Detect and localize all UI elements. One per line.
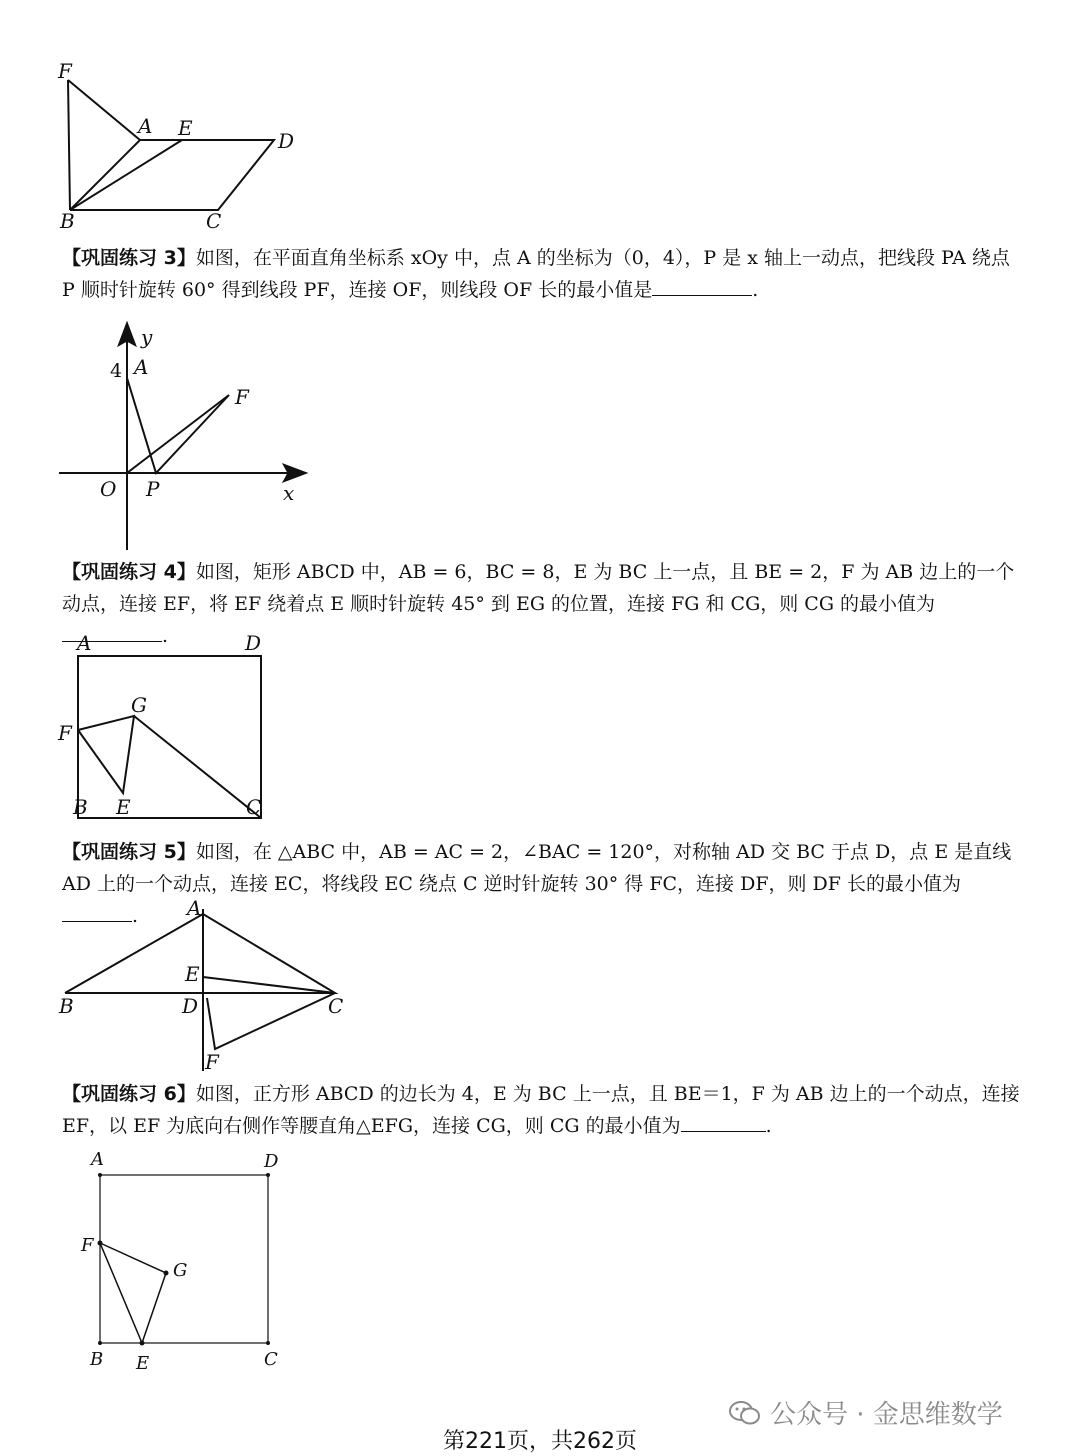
fig5-label-D: D xyxy=(182,994,199,1018)
fig1-label-D: D xyxy=(278,129,295,153)
fig4-segment-GC xyxy=(134,716,261,818)
fig5-label-F: F xyxy=(205,1050,219,1074)
fig6-triangle-EFG xyxy=(100,1243,166,1343)
wechat-icon xyxy=(728,1400,762,1426)
fig1-label-F: F xyxy=(58,59,72,83)
fig4-label-G: G xyxy=(131,693,147,717)
fig4-label-E: E xyxy=(116,795,131,819)
fig6-label-E: E xyxy=(136,1353,150,1374)
problem-6 xyxy=(62,1078,1022,1142)
answer-blank-6[interactable] xyxy=(681,1113,766,1132)
figure-1-parallelogram xyxy=(50,58,310,233)
fig5-label-B: B xyxy=(59,994,74,1018)
figure-6-square xyxy=(78,1145,298,1375)
problem-5-end: . xyxy=(132,905,139,927)
fig1-segment-AB xyxy=(70,140,140,210)
fig6-label-B: B xyxy=(90,1349,104,1370)
fig3-triangle-APF xyxy=(127,378,229,473)
problem-6-end: . xyxy=(765,1115,772,1137)
fig4-label-B: B xyxy=(73,795,88,819)
fig5-segment-DF-FC xyxy=(207,993,335,1049)
fig6-point-C xyxy=(266,1341,270,1345)
fig6-point-G xyxy=(164,1271,169,1276)
fig4-label-A: A xyxy=(77,631,92,655)
fig5-label-E: E xyxy=(185,962,200,986)
fig1-label-C: C xyxy=(206,209,222,233)
fig6-point-A xyxy=(98,1173,102,1177)
fig3-label-y: y xyxy=(141,325,153,349)
fig3-label-F: F xyxy=(235,385,249,409)
page-number: 第221页，共262页 xyxy=(443,1429,637,1454)
problem-3-end: . xyxy=(752,279,759,301)
fig6-label-D: D xyxy=(264,1151,279,1172)
figure-4-rectangle xyxy=(55,628,285,823)
fig6-label-A: A xyxy=(91,1149,104,1170)
fig3-label-P: P xyxy=(146,477,160,501)
fig1-outline xyxy=(68,80,274,210)
problem-6-tag: 【巩固练习 6】 xyxy=(62,1083,196,1105)
fig5-triangle-ABC xyxy=(65,914,335,993)
fig4-rectangle xyxy=(78,656,261,818)
fig5-label-A: A xyxy=(187,896,202,920)
problem-6-text: 如图，正方形 ABCD 的边长为 4，E 为 BC 上一点，且 BE＝1，F 为 AB 边上的一个动点，连接 EF，以 EF 为底向右侧作等腰直角△EFG，连接 CG，则 CG 的最小值为 xyxy=(62,1083,1020,1137)
figure-3-coordinate xyxy=(55,318,315,554)
figure-5-triangle xyxy=(55,895,355,1075)
fig1-segment-FB xyxy=(68,80,70,210)
problem-5-text: 如图，在 △ABC 中，AB = AC = 2，∠BAC = 120°，对称轴 AD 交 BC 于点 D，点 E 是直线 AD 上的一个动点，连接 EC，将线段 EC 绕点 C 逆时针旋转 30° 得 FC，连接 DF，则 DF 长的最小值为 xyxy=(62,841,1012,895)
fig6-label-F: F xyxy=(81,1235,94,1256)
problem-4-text: 如图，矩形 ABCD 中，AB = 6，BC = 8，E 为 BC 上一点，且 BE = 2，F 为 AB 边上的一个动点，连接 EF，将 EF 绕着点 E 顺时针旋转 45° 到 EG 的位置，连接 FG 和 CG，则 CG 的最小值为 xyxy=(62,561,1015,615)
fig1-label-A: A xyxy=(138,114,153,138)
fig6-label-G: G xyxy=(173,1260,188,1281)
fig4-label-F: F xyxy=(58,721,72,745)
fig4-triangle-EFG xyxy=(78,716,134,793)
fig3-label-O: O xyxy=(100,477,117,501)
answer-blank-3[interactable] xyxy=(652,277,752,296)
fig6-square xyxy=(100,1175,268,1343)
problem-3 xyxy=(62,242,1022,306)
fig6-point-D xyxy=(266,1173,270,1177)
fig3-label-4: 4 xyxy=(110,360,123,382)
fig1-segment-EB xyxy=(70,140,182,210)
fig3-label-x: x xyxy=(283,481,295,505)
fig6-point-B xyxy=(98,1341,102,1345)
watermark-text: 公众号 · 金思维数学 xyxy=(770,1400,1003,1430)
fig5-label-C: C xyxy=(328,994,344,1018)
fig6-label-C: C xyxy=(264,1349,278,1370)
fig3-label-A: A xyxy=(134,355,149,379)
fig4-label-D: D xyxy=(245,631,262,655)
fig5-segment-EC xyxy=(203,977,335,993)
fig3-segment-OF xyxy=(127,395,229,473)
problem-3-tag: 【巩固练习 3】 xyxy=(62,247,196,269)
problem-4-end: . xyxy=(162,625,169,647)
problem-5-tag: 【巩固练习 5】 xyxy=(62,841,196,863)
fig1-label-E: E xyxy=(178,116,193,140)
fig1-label-B: B xyxy=(60,209,75,233)
problem-4-tag: 【巩固练习 4】 xyxy=(62,561,196,583)
fig4-label-C: C xyxy=(246,795,262,819)
problem-3-text: 如图，在平面直角坐标系 xOy 中，点 A 的坐标为（0，4），P 是 x 轴上一动点，把线段 PA 绕点 P 顺时针旋转 60° 得到线段 PF，连接 OF，则线段 OF 长的最小值是 xyxy=(62,247,1010,301)
fig6-point-F xyxy=(98,1241,103,1246)
fig6-point-E xyxy=(140,1341,145,1346)
